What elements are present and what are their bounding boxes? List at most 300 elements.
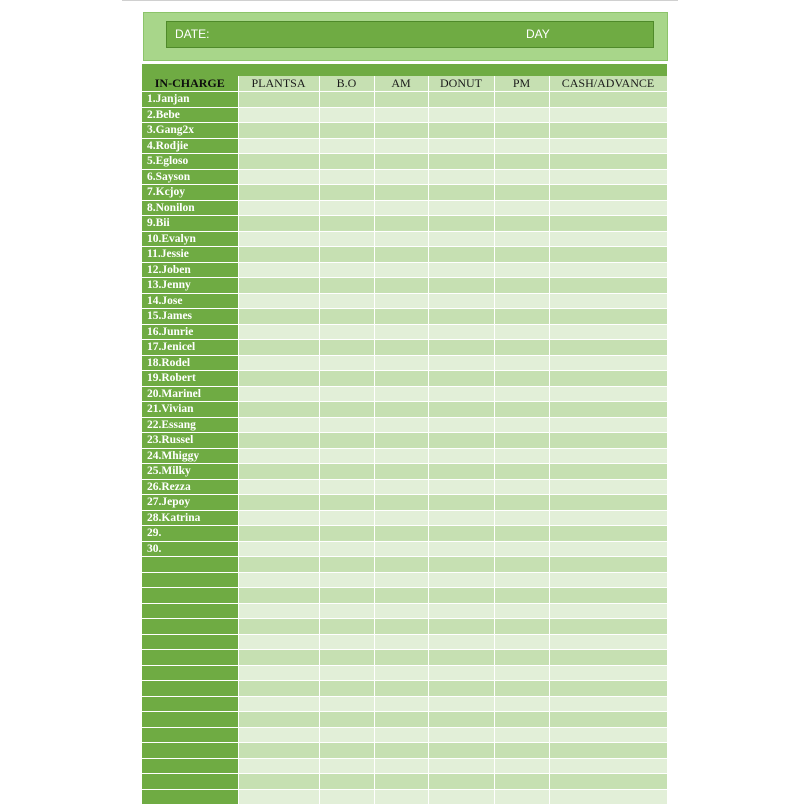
entry-cell[interactable] [319, 386, 374, 402]
entry-cell[interactable] [319, 588, 374, 604]
entry-cell[interactable] [494, 402, 549, 418]
entry-cell[interactable] [428, 324, 494, 340]
entry-cell[interactable] [494, 789, 549, 805]
entry-cell[interactable] [494, 495, 549, 511]
table-row [142, 371, 667, 387]
entry-cell[interactable] [238, 185, 319, 201]
entry-cell[interactable] [494, 433, 549, 449]
entry-cell[interactable] [238, 634, 319, 650]
entry-cell[interactable] [428, 634, 494, 650]
entry-cell[interactable] [549, 92, 667, 108]
entry-cell[interactable] [319, 402, 374, 418]
entry-cell[interactable] [494, 541, 549, 557]
entry-cell[interactable] [319, 712, 374, 728]
entry-cell[interactable] [549, 278, 667, 294]
entry-cell[interactable] [494, 696, 549, 712]
entry-cell[interactable] [428, 278, 494, 294]
entry-cell[interactable] [428, 247, 494, 263]
entry-cell[interactable] [238, 541, 319, 557]
entry-cell[interactable] [319, 510, 374, 526]
entry-cell[interactable] [494, 417, 549, 433]
entry-cell[interactable] [238, 278, 319, 294]
entry-cell[interactable] [319, 107, 374, 123]
entry-cell[interactable] [494, 278, 549, 294]
entry-cell[interactable] [549, 324, 667, 340]
entry-cell[interactable] [238, 743, 319, 759]
entry-cell[interactable] [238, 154, 319, 170]
entry-cell[interactable] [549, 665, 667, 681]
entry-cell[interactable] [428, 774, 494, 790]
in-charge-name: 1.Janjan [142, 92, 238, 108]
entry-cell[interactable] [374, 107, 428, 123]
table-row [142, 727, 667, 743]
entry-cell[interactable] [549, 433, 667, 449]
entry-cell[interactable] [374, 247, 428, 263]
entry-cell[interactable] [374, 619, 428, 635]
entry-cell[interactable] [494, 681, 549, 697]
entry-cell[interactable] [374, 665, 428, 681]
entry-cell[interactable] [428, 355, 494, 371]
entry-cell[interactable] [494, 386, 549, 402]
entry-cell[interactable] [319, 123, 374, 139]
entry-cell[interactable] [374, 541, 428, 557]
entry-cell[interactable] [238, 495, 319, 511]
entry-cell[interactable] [374, 495, 428, 511]
entry-cell[interactable] [428, 789, 494, 805]
entry-cell[interactable] [319, 154, 374, 170]
entry-cell[interactable] [374, 262, 428, 278]
entry-cell[interactable] [428, 541, 494, 557]
entry-cell[interactable] [494, 743, 549, 759]
table-row [142, 433, 667, 449]
entry-cell[interactable] [238, 138, 319, 154]
entry-cell[interactable] [319, 417, 374, 433]
entry-cell[interactable] [428, 417, 494, 433]
entry-cell[interactable] [428, 340, 494, 356]
entry-cell[interactable] [549, 371, 667, 387]
entry-cell[interactable] [428, 479, 494, 495]
entry-cell[interactable] [494, 138, 549, 154]
entry-cell[interactable] [374, 231, 428, 247]
in-charge-name: 28.Katrina [142, 510, 238, 526]
entry-cell[interactable] [428, 185, 494, 201]
entry-cell[interactable] [374, 681, 428, 697]
entry-cell[interactable] [374, 309, 428, 325]
entry-cell[interactable] [374, 324, 428, 340]
entry-cell[interactable] [238, 247, 319, 263]
entry-cell[interactable] [374, 169, 428, 185]
entry-cell[interactable] [374, 293, 428, 309]
entry-cell[interactable] [494, 572, 549, 588]
entry-cell[interactable] [238, 665, 319, 681]
entry-cell[interactable] [374, 448, 428, 464]
entry-cell[interactable] [494, 154, 549, 170]
entry-cell[interactable] [494, 526, 549, 542]
entry-cell[interactable] [494, 510, 549, 526]
entry-cell[interactable] [374, 557, 428, 573]
in-charge-name: 29. [142, 526, 238, 542]
entry-cell[interactable] [494, 774, 549, 790]
entry-cell[interactable] [238, 789, 319, 805]
entry-cell[interactable] [374, 650, 428, 666]
entry-cell[interactable] [549, 293, 667, 309]
entry-cell[interactable] [319, 185, 374, 201]
entry-cell[interactable] [549, 603, 667, 619]
entry-cell[interactable] [238, 309, 319, 325]
entry-cell[interactable] [374, 138, 428, 154]
entry-cell[interactable] [494, 169, 549, 185]
entry-cell[interactable] [238, 774, 319, 790]
entry-cell[interactable] [374, 355, 428, 371]
entry-cell[interactable] [319, 495, 374, 511]
entry-cell[interactable] [549, 526, 667, 542]
entry-cell[interactable] [549, 743, 667, 759]
entry-cell[interactable] [319, 557, 374, 573]
entry-cell[interactable] [319, 169, 374, 185]
table-row [142, 92, 667, 108]
entry-cell[interactable] [319, 340, 374, 356]
entry-cell[interactable] [319, 758, 374, 774]
entry-cell[interactable] [428, 712, 494, 728]
entry-cell[interactable] [428, 216, 494, 232]
entry-cell[interactable] [238, 402, 319, 418]
entry-cell[interactable] [319, 355, 374, 371]
entry-cell[interactable] [374, 510, 428, 526]
entry-cell[interactable] [428, 386, 494, 402]
entry-cell[interactable] [319, 603, 374, 619]
entry-cell[interactable] [549, 464, 667, 480]
entry-cell[interactable] [319, 541, 374, 557]
entry-cell[interactable] [319, 371, 374, 387]
in-charge-name: 19.Robert [142, 371, 238, 387]
entry-cell[interactable] [238, 510, 319, 526]
entry-cell[interactable] [374, 185, 428, 201]
entry-cell[interactable] [428, 681, 494, 697]
entry-cell[interactable] [494, 231, 549, 247]
entry-cell[interactable] [374, 417, 428, 433]
entry-cell[interactable] [238, 371, 319, 387]
entry-cell[interactable] [428, 603, 494, 619]
entry-cell[interactable] [549, 681, 667, 697]
entry-cell[interactable] [494, 619, 549, 635]
entry-cell[interactable] [549, 231, 667, 247]
entry-cell[interactable] [319, 464, 374, 480]
table-row [142, 138, 667, 154]
entry-cell[interactable] [428, 727, 494, 743]
entry-cell[interactable] [238, 92, 319, 108]
entry-cell[interactable] [494, 464, 549, 480]
entry-cell[interactable] [374, 712, 428, 728]
entry-cell[interactable] [319, 92, 374, 108]
entry-cell[interactable] [549, 402, 667, 418]
in-charge-name: 4.Rodjie [142, 138, 238, 154]
entry-cell[interactable] [238, 324, 319, 340]
entry-cell[interactable] [238, 448, 319, 464]
entry-cell[interactable] [238, 727, 319, 743]
entry-cell[interactable] [428, 231, 494, 247]
entry-cell[interactable] [549, 185, 667, 201]
entry-cell[interactable] [374, 92, 428, 108]
entry-cell[interactable] [374, 278, 428, 294]
entry-cell[interactable] [428, 123, 494, 139]
entry-cell[interactable] [549, 200, 667, 216]
entry-cell[interactable] [374, 123, 428, 139]
entry-cell[interactable] [428, 138, 494, 154]
entry-cell[interactable] [238, 464, 319, 480]
entry-cell[interactable] [319, 743, 374, 759]
entry-cell[interactable] [428, 433, 494, 449]
entry-cell[interactable] [238, 340, 319, 356]
entry-cell[interactable] [494, 603, 549, 619]
entry-cell[interactable] [374, 200, 428, 216]
entry-cell[interactable] [238, 107, 319, 123]
in-charge-name [142, 588, 238, 604]
entry-cell[interactable] [428, 262, 494, 278]
entry-cell[interactable] [494, 727, 549, 743]
entry-cell[interactable] [549, 789, 667, 805]
entry-cell[interactable] [374, 340, 428, 356]
entry-cell[interactable] [374, 774, 428, 790]
entry-cell[interactable] [319, 231, 374, 247]
entry-cell[interactable] [494, 355, 549, 371]
entry-cell[interactable] [494, 758, 549, 774]
entry-cell[interactable] [374, 572, 428, 588]
entry-cell[interactable] [428, 588, 494, 604]
entry-cell[interactable] [428, 495, 494, 511]
entry-cell[interactable] [494, 588, 549, 604]
entry-cell[interactable] [238, 619, 319, 635]
entry-cell[interactable] [238, 433, 319, 449]
entry-cell[interactable] [549, 696, 667, 712]
entry-cell[interactable] [319, 619, 374, 635]
entry-cell[interactable] [549, 479, 667, 495]
entry-cell[interactable] [428, 526, 494, 542]
entry-cell[interactable] [319, 138, 374, 154]
entry-cell[interactable] [374, 386, 428, 402]
entry-cell[interactable] [319, 200, 374, 216]
entry-cell[interactable] [428, 154, 494, 170]
entry-cell[interactable] [549, 557, 667, 573]
in-charge-name: 15.James [142, 309, 238, 325]
entry-cell[interactable] [494, 557, 549, 573]
entry-cell[interactable] [549, 758, 667, 774]
entry-cell[interactable] [428, 92, 494, 108]
entry-cell[interactable] [319, 634, 374, 650]
entry-cell[interactable] [238, 216, 319, 232]
entry-cell[interactable] [238, 231, 319, 247]
entry-cell[interactable] [549, 634, 667, 650]
entry-cell[interactable] [374, 758, 428, 774]
entry-cell[interactable] [238, 572, 319, 588]
entry-cell[interactable] [428, 402, 494, 418]
entry-cell[interactable] [494, 650, 549, 666]
entry-cell[interactable] [494, 92, 549, 108]
in-charge-name: 24.Mhiggy [142, 448, 238, 464]
entry-cell[interactable] [238, 526, 319, 542]
entry-cell[interactable] [549, 262, 667, 278]
entry-cell[interactable] [428, 309, 494, 325]
entry-cell[interactable] [319, 216, 374, 232]
entry-cell[interactable] [374, 696, 428, 712]
entry-cell[interactable] [319, 262, 374, 278]
entry-cell[interactable] [374, 479, 428, 495]
entry-cell[interactable] [374, 603, 428, 619]
entry-cell[interactable] [374, 216, 428, 232]
entry-cell[interactable] [374, 743, 428, 759]
entry-cell[interactable] [494, 324, 549, 340]
entry-cell[interactable] [549, 774, 667, 790]
entry-cell[interactable] [238, 712, 319, 728]
entry-cell[interactable] [549, 154, 667, 170]
entry-cell[interactable] [494, 665, 549, 681]
entry-cell[interactable] [494, 262, 549, 278]
entry-cell[interactable] [374, 433, 428, 449]
entry-cell[interactable] [428, 169, 494, 185]
entry-cell[interactable] [428, 758, 494, 774]
entry-cell[interactable] [428, 200, 494, 216]
entry-cell[interactable] [238, 681, 319, 697]
in-charge-name: 13.Jenny [142, 278, 238, 294]
entry-cell[interactable] [238, 479, 319, 495]
entry-cell[interactable] [428, 371, 494, 387]
entry-cell[interactable] [549, 216, 667, 232]
entry-cell[interactable] [319, 247, 374, 263]
in-charge-name [142, 634, 238, 650]
entry-cell[interactable] [374, 526, 428, 542]
entry-cell[interactable] [494, 200, 549, 216]
entry-cell[interactable] [238, 293, 319, 309]
table-row [142, 448, 667, 464]
entry-cell[interactable] [549, 712, 667, 728]
in-charge-name: 25.Milky [142, 464, 238, 480]
entry-cell[interactable] [494, 712, 549, 728]
entry-cell[interactable] [374, 727, 428, 743]
entry-cell[interactable] [549, 510, 667, 526]
entry-cell[interactable] [319, 665, 374, 681]
entry-cell[interactable] [494, 247, 549, 263]
entry-cell[interactable] [238, 169, 319, 185]
entry-cell[interactable] [549, 309, 667, 325]
entry-cell[interactable] [374, 371, 428, 387]
entry-cell[interactable] [319, 526, 374, 542]
entry-cell[interactable] [549, 107, 667, 123]
entry-cell[interactable] [549, 619, 667, 635]
entry-cell[interactable] [549, 169, 667, 185]
entry-cell[interactable] [319, 650, 374, 666]
entry-cell[interactable] [549, 495, 667, 511]
entry-cell[interactable] [428, 448, 494, 464]
entry-cell[interactable] [319, 324, 374, 340]
entry-cell[interactable] [238, 588, 319, 604]
entry-cell[interactable] [494, 634, 549, 650]
entry-cell[interactable] [428, 743, 494, 759]
entry-cell[interactable] [428, 619, 494, 635]
entry-cell[interactable] [238, 200, 319, 216]
entry-cell[interactable] [549, 138, 667, 154]
entry-cell[interactable] [238, 386, 319, 402]
entry-cell[interactable] [549, 588, 667, 604]
table-row [142, 743, 667, 759]
entry-cell[interactable] [494, 340, 549, 356]
entry-cell[interactable] [319, 774, 374, 790]
entry-cell[interactable] [238, 417, 319, 433]
entry-cell[interactable] [428, 696, 494, 712]
entry-cell[interactable] [428, 464, 494, 480]
entry-cell[interactable] [494, 448, 549, 464]
entry-cell[interactable] [319, 479, 374, 495]
entry-cell[interactable] [374, 464, 428, 480]
entry-cell[interactable] [374, 789, 428, 805]
in-charge-name [142, 696, 238, 712]
entry-cell[interactable] [549, 417, 667, 433]
entry-cell[interactable] [428, 665, 494, 681]
entry-cell[interactable] [238, 557, 319, 573]
entry-cell[interactable] [494, 185, 549, 201]
entry-cell[interactable] [238, 123, 319, 139]
entry-cell[interactable] [374, 402, 428, 418]
entry-cell[interactable] [428, 572, 494, 588]
entry-cell[interactable] [494, 216, 549, 232]
entry-cell[interactable] [494, 371, 549, 387]
table-row [142, 510, 667, 526]
entry-cell[interactable] [494, 309, 549, 325]
entry-cell[interactable] [238, 758, 319, 774]
entry-cell[interactable] [238, 262, 319, 278]
entry-cell[interactable] [494, 293, 549, 309]
entry-cell[interactable] [549, 727, 667, 743]
entry-cell[interactable] [549, 541, 667, 557]
entry-cell[interactable] [319, 789, 374, 805]
entry-cell[interactable] [319, 309, 374, 325]
entry-cell[interactable] [549, 247, 667, 263]
entry-cell[interactable] [428, 293, 494, 309]
entry-cell[interactable] [549, 572, 667, 588]
entry-cell[interactable] [428, 107, 494, 123]
table-row [142, 789, 667, 805]
entry-cell[interactable] [319, 293, 374, 309]
entry-cell[interactable] [238, 355, 319, 371]
entry-cell[interactable] [238, 696, 319, 712]
entry-cell[interactable] [319, 278, 374, 294]
entry-cell[interactable] [428, 650, 494, 666]
table-body [142, 92, 667, 805]
entry-cell[interactable] [319, 448, 374, 464]
entry-cell[interactable] [374, 154, 428, 170]
entry-cell[interactable] [494, 107, 549, 123]
entry-cell[interactable] [549, 448, 667, 464]
entry-cell[interactable] [374, 588, 428, 604]
entry-cell[interactable] [549, 355, 667, 371]
entry-cell[interactable] [549, 650, 667, 666]
entry-cell[interactable] [374, 634, 428, 650]
entry-cell[interactable] [549, 123, 667, 139]
entry-cell[interactable] [319, 727, 374, 743]
entry-cell[interactable] [549, 340, 667, 356]
entry-cell[interactable] [319, 433, 374, 449]
entry-cell[interactable] [428, 557, 494, 573]
entry-cell[interactable] [319, 696, 374, 712]
entry-cell[interactable] [494, 123, 549, 139]
entry-cell[interactable] [238, 650, 319, 666]
entry-cell[interactable] [238, 603, 319, 619]
entry-cell[interactable] [319, 681, 374, 697]
column-header-donut: DONUT [428, 76, 494, 92]
table-row [142, 464, 667, 480]
entry-cell[interactable] [494, 479, 549, 495]
entry-cell[interactable] [428, 510, 494, 526]
entry-cell[interactable] [319, 572, 374, 588]
entry-cell[interactable] [549, 386, 667, 402]
